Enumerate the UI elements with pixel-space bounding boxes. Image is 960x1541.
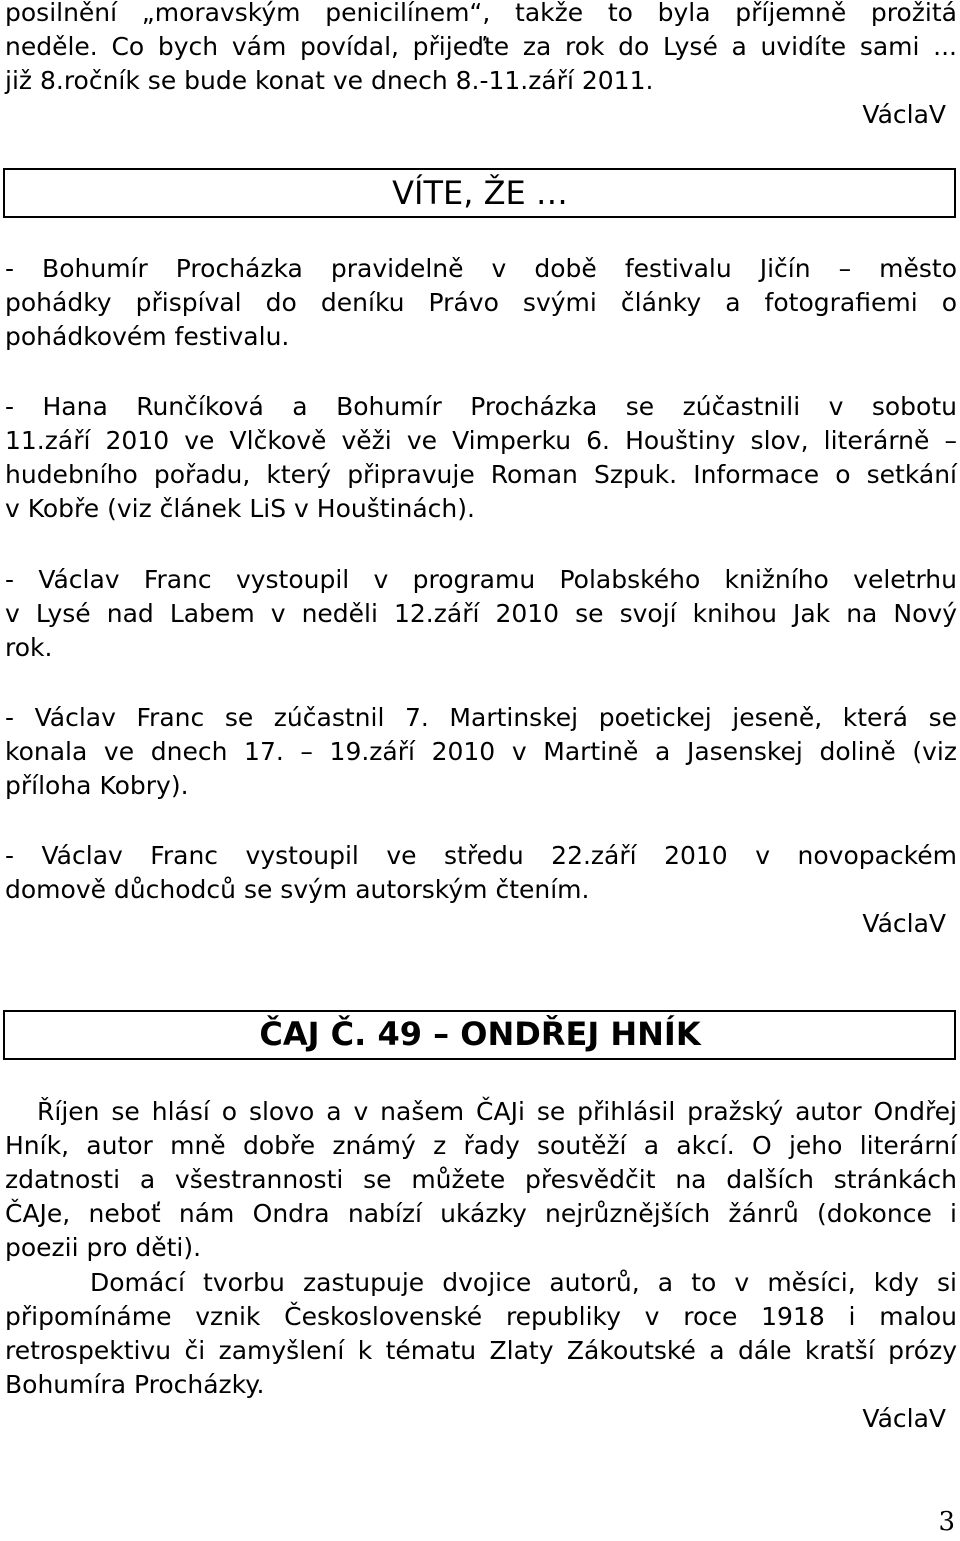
para1-line-5: poezii pro děti).	[5, 1233, 202, 1262]
item1-line-2: pohádky přispíval do deníku Právo svými články a fotografiemi o	[5, 288, 957, 317]
section2-title: ČAJ Č. 49 – ONDŘEJ HNÍK	[259, 1015, 701, 1053]
item2-line-3: hudebního pořadu, který připravuje Roman Szpuk. Informace o setkání	[5, 460, 957, 489]
para2-line-4: Bohumíra Procházky.	[5, 1370, 265, 1399]
intro-line-1: posilnění „moravským penicilínem“, takže to byla příjemně prožitá	[5, 0, 957, 27]
item5-line-2: domově důchodců se svým autorským čtením.	[5, 875, 590, 904]
intro-line-2: neděle. Co bych vám povídal, přijeďte za rok do Lysé a uvidíte sami ...	[5, 32, 957, 61]
section1-title: VÍTE, ŽE …	[392, 174, 568, 212]
item3-line-2: v Lysé nad Labem v neděli 12.září 2010 se svojí knihou Jak na Nový	[5, 599, 957, 628]
page-number: 3	[938, 1507, 955, 1537]
intro-signature: VáclaV	[862, 100, 946, 129]
para1-line-1: Říjen se hlásí o slovo a v našem ČAJi se přihlásil pražský autor Ondřej	[37, 1097, 957, 1126]
para1-line-4: ČAJe, neboť nám Ondra nabízí ukázky nejrůznějších žánrů (dokonce i	[5, 1199, 957, 1228]
item4-line-2: konala ve dnech 17. – 19.září 2010 v Martině a Jasenskej dolině (viz	[5, 737, 957, 766]
intro-line-3: již 8.ročník se bude konat ve dnech 8.-11.září 2011.	[5, 66, 654, 95]
item3-line-1: - Václav Franc vystoupil v programu Polabského knižního veletrhu	[5, 565, 957, 594]
para2-line-3: retrospektivu či zamyšlení k tématu Zlaty Zákoutské a dále kratší prózy	[5, 1336, 957, 1365]
item2-line-4: v Kobře (viz článek LiS v Houštinách).	[5, 494, 475, 523]
item5-line-1: - Václav Franc vystoupil ve středu 22.září 2010 v novopackém	[5, 841, 957, 870]
item4-line-3: příloha Kobry).	[5, 771, 189, 800]
para1-line-3: zdatnosti a všestrannosti se můžete přesvědčit na dalších stránkách	[5, 1165, 957, 1194]
item2-line-2: 11.září 2010 ve Vlčkově věži ve Vimperku 6. Houštiny slov, literárně –	[5, 426, 957, 455]
item2-line-1: - Hana Runčíková a Bohumír Procházka se zúčastnili v sobotu	[5, 392, 957, 421]
section1-signature: VáclaV	[862, 909, 946, 938]
para1-line-2: Hník, autor mně dobře známý z řady soutěží a akcí. O jeho literární	[5, 1131, 957, 1160]
para2-line-1: Domácí tvorbu zastupuje dvojice autorů, a to v měsíci, kdy si	[90, 1268, 957, 1297]
item1-line-1: - Bohumír Procházka pravidelně v době festivalu Jičín – město	[5, 254, 957, 283]
item3-line-3: rok.	[5, 633, 53, 662]
item4-line-1: - Václav Franc se zúčastnil 7. Martinskej poetickej jeseně, která se	[5, 703, 957, 732]
para2-line-2: připomínáme vznik Československé republiky v roce 1918 i malou	[5, 1302, 957, 1331]
section2-signature: VáclaV	[862, 1404, 946, 1433]
item1-line-3: pohádkovém festivalu.	[5, 322, 290, 351]
